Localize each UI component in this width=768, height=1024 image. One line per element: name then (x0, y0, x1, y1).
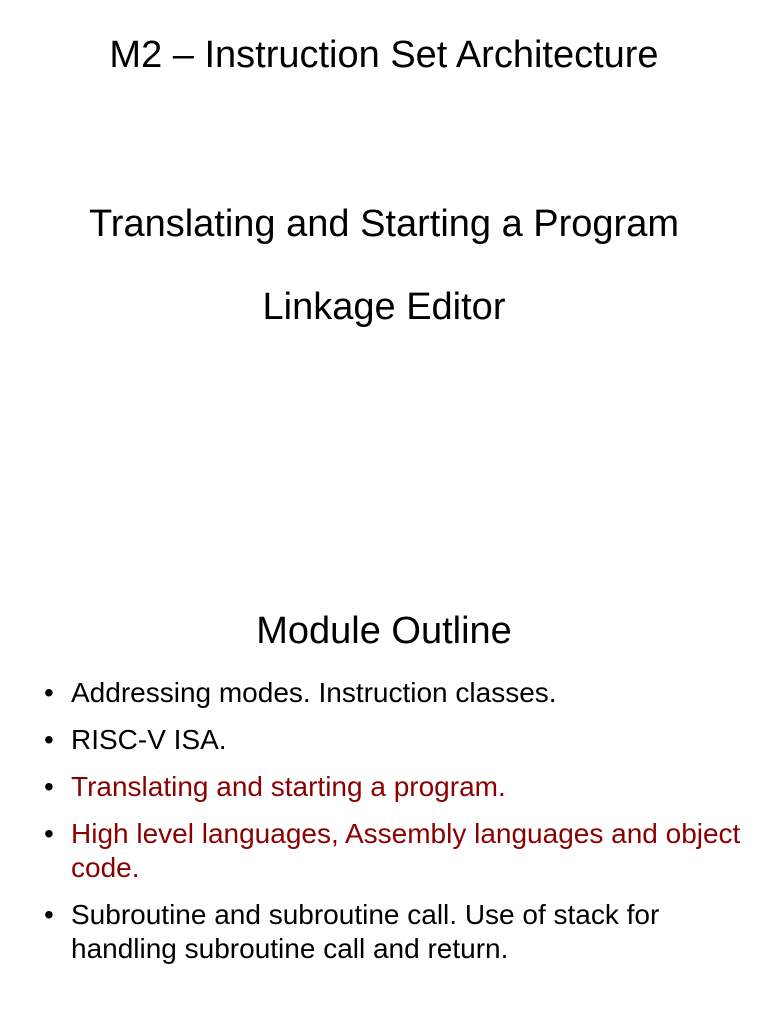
slide-title: M2 – Instruction Set Architecture (109, 34, 659, 76)
bullet-item (44, 898, 744, 966)
slide-subtitle-line-2: Linkage Editor (262, 286, 506, 328)
bullet-item-highlighted (44, 817, 744, 885)
bullet-text: RISC-V ISA. (71, 724, 227, 755)
bullet-text: High level languages, Assembly languages and object code. (71, 818, 741, 883)
bullet-dot-icon: • (44, 724, 54, 755)
bullet-text: Addressing modes. Instruction classes. (71, 677, 557, 708)
bullet-text: Translating and starting a program. (71, 771, 506, 802)
bullet-text: Subroutine and subroutine call. Use of stack for handling subroutine call and return. (71, 899, 660, 964)
outline-title: Module Outline (256, 610, 512, 652)
bullet-dot-icon: • (44, 771, 54, 802)
slide-subtitle-line-1: Translating and Starting a Program (88, 203, 679, 245)
bullet-dot-icon: • (44, 818, 54, 849)
bullet-dot-icon: • (44, 677, 54, 708)
bullet-item-highlighted (44, 770, 744, 804)
outline-slide (0, 512, 768, 1024)
outline-bullet-list (44, 676, 744, 979)
bullet-item (44, 723, 744, 757)
bullet-dot-icon: • (44, 899, 54, 930)
bullet-item (44, 676, 744, 710)
